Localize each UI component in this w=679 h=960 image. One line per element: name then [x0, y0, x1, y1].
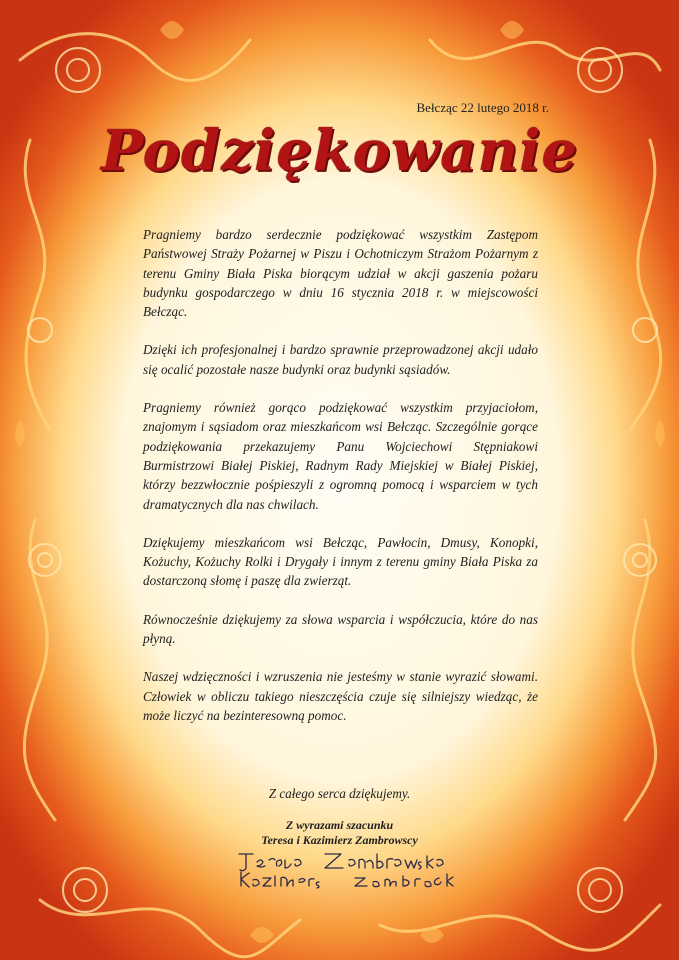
- paragraph-rescue: Dzięki ich profesjonalnej i bardzo sprawnie przeprowadzonej akcji udało się ocalić pozostałe nasze budynki oraz budynki sąsiadów.: [143, 342, 538, 377]
- signature-block: [0, 818, 679, 848]
- signatories-line: Teresa i Kazimierz Zambrowscy: [261, 833, 418, 847]
- paragraph-villages: Dziękujemy mieszkańcom wsi Bełcząc, Pawłocin, Dmusy, Konopki, Kożuchy, Kożuchy Rolki i Drygały i innym z terenu gminy Biała Piska za dostarczoną słomę i paszę dla zwierząt.: [143, 534, 538, 589]
- paragraph-friends: Pragniemy również gorąco podziękować wszystkim przyjaciołom, znajomym i sąsiadom oraz mieszkańcom wsi Bełcząc. Szczególnie gorące podziękowania przekazujemy Panu Wojciechowi Stępniakowi Burmistrzowi Białej Piskiej, Radnym Rady Miejskiej w Białej Piskiej, którzy bezzwłocznie pośpieszyli z ogromną pomocą i wsparciem w tych dramatycznych dla nas chwilach.: [143, 400, 538, 512]
- handwritten-signature: [225, 848, 495, 892]
- letter-title: Podziękowanie: [100, 118, 579, 184]
- letter-date: Bełcząc 22 lutego 2018 r.: [416, 100, 549, 115]
- regards-line: Z wyrazami szacunku: [285, 818, 394, 832]
- paragraph-gratitude: Naszej wdzięczności i wzruszenia nie jesteśmy w stanie wyrazić słowami. Człowiek w obliczu takiego nieszczęścia czuje się silniejszy wiedząc, że może liczyć na bezinteresowną pomoc.: [143, 669, 538, 723]
- paragraph-support: Równocześnie dziękujemy za słowa wsparcia i współczucia, które do nas płyną.: [143, 611, 538, 647]
- letter-body: [143, 225, 538, 744]
- closing-line: Z całego serca dziękujemy.: [268, 786, 411, 801]
- paragraph-firefighters: Pragniemy bardzo serdecznie podziękować wszystkim Zastępom Państwowej Straży Pożarnej w Piszu i Ochotniczym Strażom Pożarnym z terenu Gminy Biała Piska biorącym udział w akcji gaszenia pożaru budynku gospodarczego w dniu 16 stycznia 2018 r. w miejscowości Bełcząc.: [143, 227, 538, 320]
